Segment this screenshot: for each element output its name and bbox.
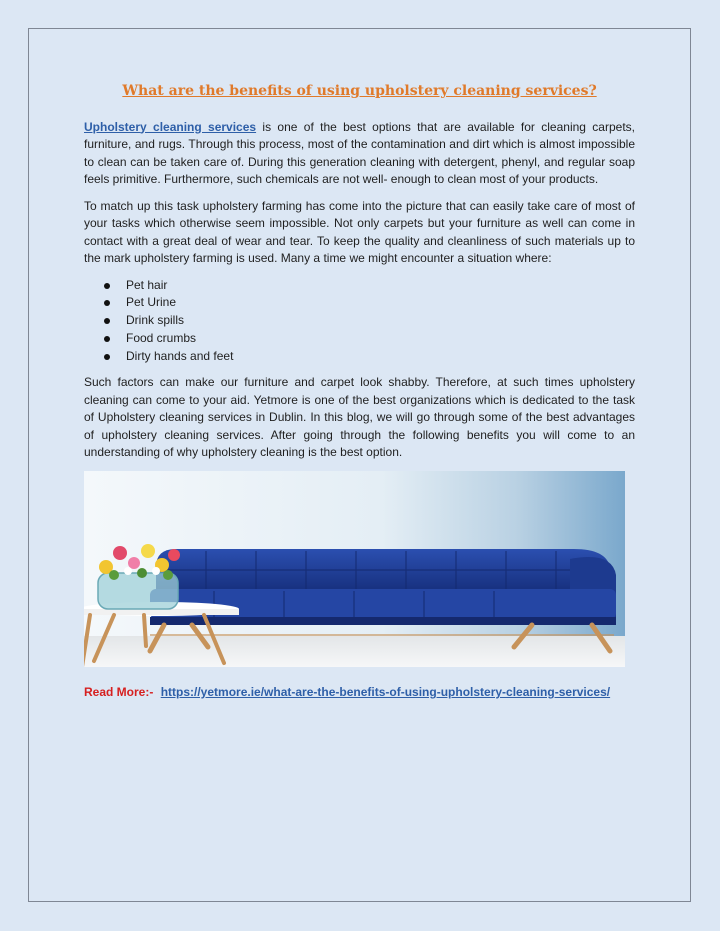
read-more-label: Read More:-: [84, 685, 154, 699]
read-more-link[interactable]: https://yetmore.ie/what-are-the-benefits-of-using-upholstery-cleaning-services/: [160, 685, 611, 699]
bullet-icon: [104, 318, 110, 324]
paragraph-3: Such factors can make our furniture and carpet look shabby. Therefore, at such times upholstery cleaning can come to your aid. Yetmore is one of the best organizations which is dedicated to the task of Upholstery cleaning services in Dublin. In this blog, we will go through some of the best advantages of upholstery cleaning services. After going through the following benefits you will come to an understanding of why upholstery cleaning is the best option.: [84, 375, 635, 460]
bullet-list: [84, 277, 635, 366]
intro-text: is one of the best options that are available for cleaning carpets, furniture, and rugs. Through this process, most of the contamination and dirt which is almost impossible to clean can be taken care of. During this generation cleaning with detergent, phenyl, and regular soap feels primitive. Furthermore, such chemicals are not well- enough to clean most of your products.: [84, 119, 635, 186]
paragraph-2: To match up this task upholstery farming has come into the picture that can easily take care of most of your tasks which otherwise seem impossible. Not only carpets but your furniture as well can come in contact with a great deal of wear and tear. To keep the quality and cleanliness of such materials up to the mark upholstery farming is used. Many a time we might encounter a situation where:: [84, 198, 635, 265]
upholstery-cleaning-link[interactable]: Upholstery cleaning services: [84, 119, 257, 134]
list-item: Pet Urine: [84, 294, 635, 312]
bullet-icon: [104, 283, 110, 289]
blue-sofa-photo: [84, 471, 625, 667]
bullet-icon: [104, 336, 110, 342]
list-item: Food crumbs: [84, 330, 635, 348]
list-item: Drink spills: [84, 312, 635, 330]
document-title: What are the benefits of using upholstery cleaning services?: [122, 83, 597, 99]
bullet-icon: [104, 300, 110, 306]
bullet-icon: [104, 354, 110, 360]
document-body: [84, 83, 635, 471]
list-item: Dirty hands and feet: [84, 348, 635, 366]
list-item: Pet hair: [84, 277, 635, 295]
intro-paragraph: [84, 119, 635, 189]
read-more: [84, 685, 610, 699]
